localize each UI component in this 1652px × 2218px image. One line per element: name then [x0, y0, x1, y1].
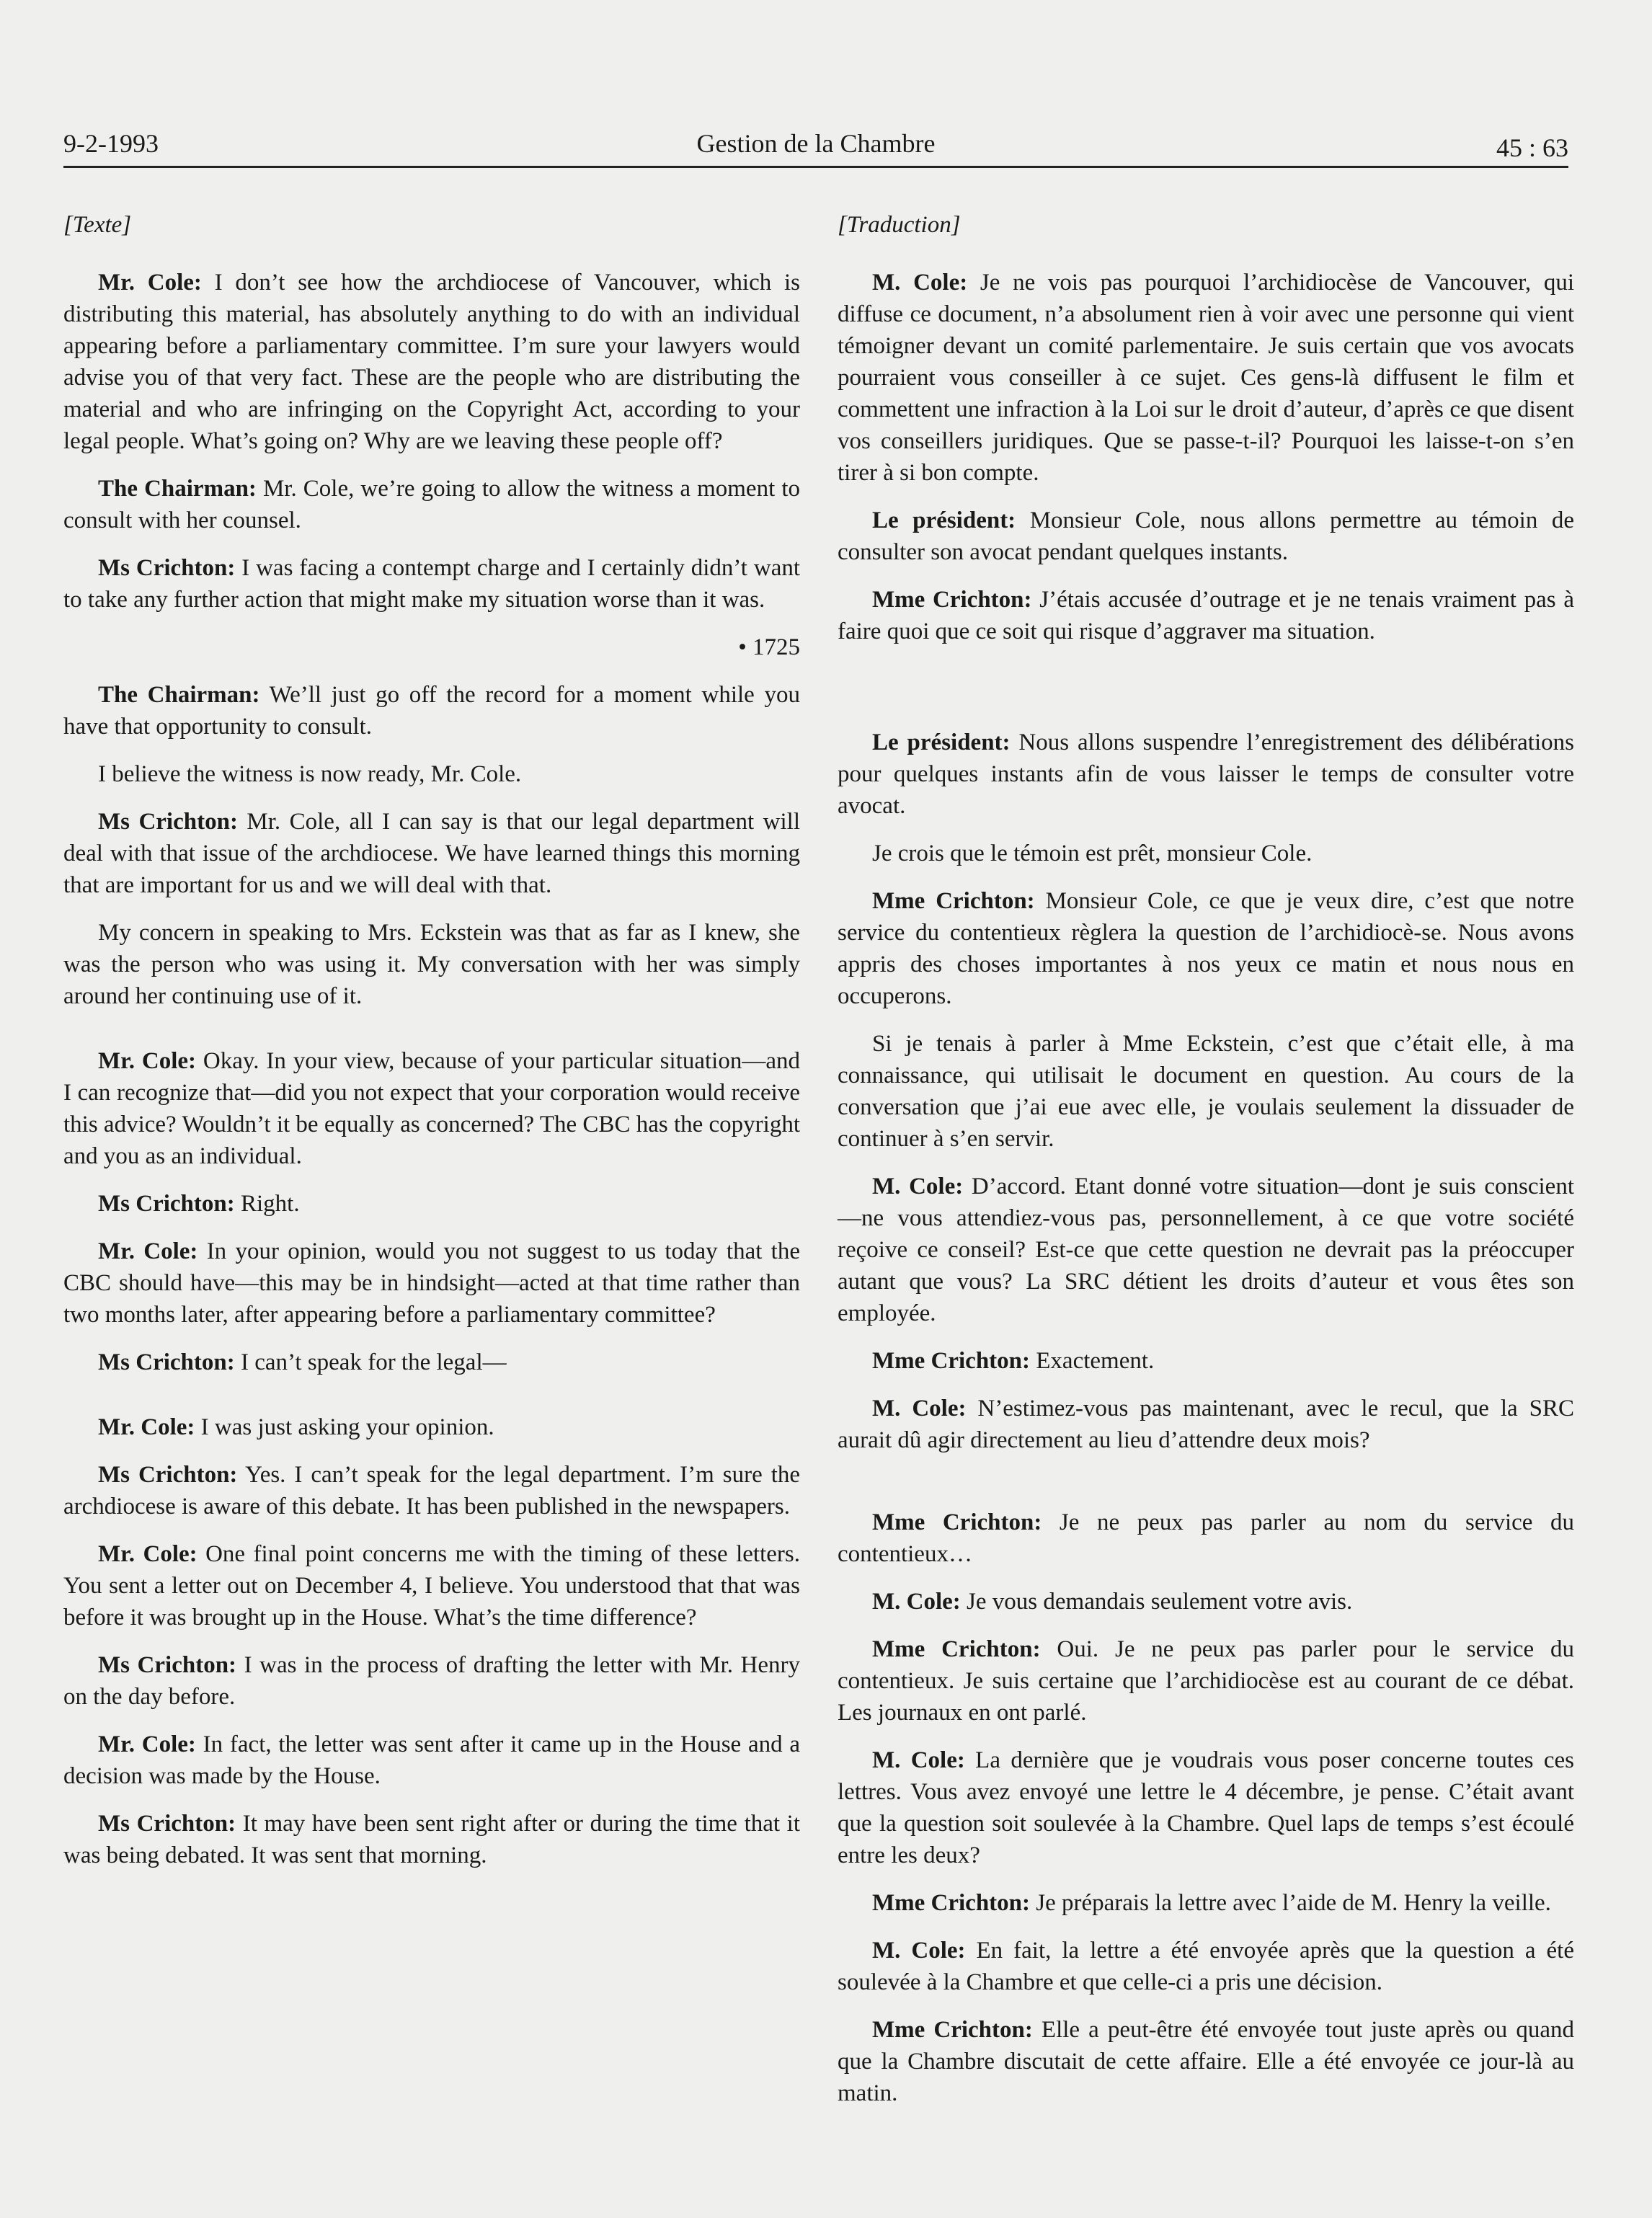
- header-page-number: 45 : 63: [1496, 133, 1568, 162]
- french-column: [838, 209, 1574, 2125]
- paragraph: [63, 1808, 800, 1871]
- paragraph: [63, 1649, 800, 1713]
- speech-text: En fait, la lettre a été envoyée après que la question a été soulevée à la Chambre et que celle-ci a pris une décision.: [838, 1938, 1574, 1995]
- speaker: Ms Crichton:: [98, 555, 236, 581]
- speaker: The Chairman:: [98, 476, 257, 502]
- speech-text: N’estimez-vous pas maintenant, avec le recul, que la SRC aurait dû agir directement au lieu d’attendre deux mois?: [838, 1396, 1574, 1453]
- speech-text: Okay. In your view, because of your particular situation—and I can recognize that—did you not expect that your corporation would receive this advice? Wouldn’t it be equally as concerned? The CBC has the copyright and you as an individual.: [63, 1048, 800, 1169]
- speaker: Le président:: [872, 729, 1011, 755]
- speaker: Mr. Cole:: [98, 1048, 197, 1074]
- paragraph: [838, 1633, 1574, 1729]
- speaker: M. Cole:: [872, 1396, 967, 1421]
- speech-text: I don’t see how the archdiocese of Vancouver, which is distributing this material, has absolutely anything to do with an individual appearing before a parliamentary committee. I’m sure your lawyers would advise you of that very fact. These are the people who are distributing the material and who are infringing on the Copyright Act, according to your legal people. What’s going on? Why are we leaving these people off?: [63, 270, 801, 454]
- paragraph: [63, 1411, 800, 1443]
- speech-text: In fact, the letter was sent after it came up in the House and a decision was made by the House.: [63, 1731, 800, 1789]
- speaker: Mme Crichton:: [872, 1348, 1031, 1374]
- speech-text: Exactement.: [1030, 1348, 1155, 1374]
- paragraph: [838, 1393, 1574, 1456]
- paragraph: [63, 1459, 800, 1522]
- paragraph: [838, 727, 1574, 822]
- speaker: Ms Crichton:: [98, 809, 238, 835]
- speech-text: Je ne vois pas pourquoi l’archidiocèse de Vancouver, qui diffuse ce document, n’a absolument rien à voir avec une personne qui vient témoigner devant un comité parlementaire. Je suis certain que vos avocats pourraient vous conseiller à ce sujet. Ces gens-là diffusent le film et commettent une infraction à la Loi sur le droit d’auteur, d’après ce que disent vos conseillers juridiques. Que se passe-t-il? Pourquoi les laisse-t-on s’en tirer à si bon compte.: [838, 270, 1574, 486]
- speaker: M. Cole:: [872, 1938, 966, 1964]
- speaker: Ms Crichton:: [98, 1191, 235, 1217]
- speech-text: Je vous demandais seulement votre avis.: [960, 1589, 1353, 1615]
- speech-text: Yes. I can’t speak for the legal department. I’m sure the archdiocese is aware of this debate. It has been published in the newspapers.: [63, 1462, 801, 1520]
- speech-text: It may have been sent right after or during the time that it was being debated. It was sent that morning.: [63, 1811, 801, 1868]
- speaker: Mme Crichton:: [872, 1890, 1031, 1916]
- paragraph: [63, 806, 800, 901]
- header-title: Gestion de la Chambre: [696, 129, 936, 158]
- speech-text: Nous allons suspendre l’enregistrement des délibérations pour quelques instants afin de vous laisser le temps de consulter votre avocat.: [838, 729, 1574, 819]
- speech-text: I can’t speak for the legal—: [234, 1349, 507, 1375]
- speech-text: Monsieur Cole, nous allons permettre au témoin de consulter son avocat pendant quelques instants.: [838, 507, 1575, 565]
- paragraph: [838, 1744, 1574, 1871]
- speaker: Ms Crichton:: [98, 1652, 237, 1678]
- speech-text: Mr. Cole, we’re going to allow the witness a moment to consult with her counsel.: [63, 476, 800, 533]
- paragraph: [838, 1887, 1574, 1919]
- paragraph: [63, 1729, 800, 1792]
- speech-text: J’étais accusée d’outrage et je ne tenais vraiment pas à faire quoi que ce soit qui risque d’aggraver ma situation.: [838, 587, 1574, 644]
- speaker: M. Cole:: [872, 1589, 961, 1615]
- header-date: 9-2-1993: [63, 129, 159, 158]
- speaker: M. Cole:: [872, 1747, 965, 1773]
- speaker: Mr. Cole:: [98, 1414, 195, 1440]
- paragraph: [63, 1188, 800, 1220]
- paragraph: [63, 1045, 800, 1172]
- speech-text: Elle a peut-être été envoyée tout juste après ou quand que la Chambre discutait de cette affaire. Elle a été envoyée ce jour-là au matin.: [838, 2017, 1574, 2106]
- english-column: [63, 209, 800, 1887]
- speech-text: D’accord. Etant donné votre situation—dont je suis conscient—ne vous attendiez-vous pas, personnellement, à ce que votre société reçoive ce conseil? Est-ce que cette question ne devrait pas la préoccuper autant que vous? La SRC détient les droits d’auteur et vous êtes son employée.: [838, 1174, 1574, 1326]
- speaker: Mme Crichton:: [872, 1636, 1041, 1662]
- paragraph: Si je tenais à parler à Mme Eckstein, c’est que c’était elle, à ma connaissance, qui utilisait le document en question. Au cours de la conversation que j’ai eue avec elle, je voulais seulement la dissuader de continuer à s’en servir.: [838, 1031, 1574, 1152]
- speech-text: We’ll just go off the record for a moment while you have that opportunity to consult.: [63, 682, 801, 740]
- paragraph: Je crois que le témoin est prêt, monsieur Cole.: [872, 840, 1313, 866]
- section-label: [Traduction]: [838, 212, 961, 238]
- speaker: Mr. Cole:: [98, 270, 202, 296]
- speaker: M. Cole:: [872, 1174, 964, 1199]
- paragraph: [838, 267, 1574, 489]
- speaker: Mme Crichton:: [872, 888, 1035, 914]
- paragraph: [63, 552, 800, 616]
- paragraph: [838, 1586, 1574, 1618]
- speaker: Mr. Cole:: [98, 1731, 196, 1757]
- paragraph: [838, 1507, 1574, 1570]
- section-label: [Texte]: [63, 212, 132, 238]
- speech-text: Right.: [234, 1191, 300, 1217]
- paragraph: [838, 584, 1574, 647]
- paragraph: I believe the witness is now ready, Mr. Cole.: [98, 761, 522, 787]
- speech-text: I was just asking your opinion.: [195, 1414, 494, 1440]
- speaker: Ms Crichton:: [98, 1349, 235, 1375]
- speaker: Ms Crichton:: [98, 1462, 238, 1488]
- speech-text: Oui. Je ne peux pas parler pour le service du contentieux. Je suis certaine que l’archidiocèse est au courant de ce débat. Les journaux en ont parlé.: [838, 1636, 1574, 1726]
- speaker: Mme Crichton:: [872, 1509, 1042, 1535]
- paragraph: [838, 1935, 1574, 1998]
- paragraph: [838, 1345, 1574, 1377]
- speech-text: La dernière que je voudrais vous poser concerne toutes ces lettres. Vous avez envoyé une lettre le 4 décembre, je pense. C’était avant que la question soit soulevée à la Chambre. Quel laps de temps s’est écoulé entre les deux?: [838, 1747, 1574, 1868]
- speech-text: Je préparais la lettre avec l’aide de M. Henry la veille.: [1030, 1890, 1551, 1916]
- speech-text: Monsieur Cole, ce que je veux dire, c’est que notre service du contentieux règlera la question de l’archidiocè-se. Nous avons appris des choses importantes à nos yeux ce matin et nous nous en occuperons.: [838, 888, 1574, 1009]
- paragraph: [838, 1171, 1574, 1329]
- speaker: Le président:: [872, 507, 1016, 533]
- speaker: The Chairman:: [98, 682, 260, 708]
- speech-text: Je ne peux pas parler au nom du service du contentieux…: [838, 1509, 1574, 1567]
- speech-text: One final point concerns me with the timing of these letters. You sent a letter out on December 4, I believe. You understood that that was before it was brought up in the House. What’s the time difference?: [63, 1541, 800, 1631]
- paragraph: [838, 505, 1574, 568]
- speech-text: In your opinion, would you not suggest to us today that the CBC should have—this may be in hindsight—acted at that time rather than two months later, after appearing before a parliamentary committee?: [63, 1238, 800, 1328]
- speaker: M. Cole:: [872, 270, 968, 296]
- paragraph: [63, 267, 800, 457]
- speaker: Ms Crichton:: [98, 1811, 236, 1837]
- speech-text: I was facing a contempt charge and I certainly didn’t want to take any further action that might make my situation worse than it was.: [63, 555, 801, 613]
- paragraph: My concern in speaking to Mrs. Eckstein was that as far as I knew, she was the person who was using it. My conversation with her was simply around her continuing use of it.: [63, 920, 800, 1009]
- speaker: Mr. Cole:: [98, 1238, 198, 1264]
- speech-text: Mr. Cole, all I can say is that our legal department will deal with that issue of the archdiocese. We have learned things this morning that are important for us and we will deal with that.: [63, 809, 800, 898]
- speaker: Mme Crichton:: [872, 2017, 1033, 2043]
- paragraph: [63, 679, 800, 742]
- paragraph: [838, 2014, 1574, 2109]
- paragraph: [63, 1236, 800, 1331]
- paragraph: [63, 473, 800, 536]
- page-header: [63, 123, 1568, 168]
- speaker: Mme Crichton:: [872, 587, 1032, 613]
- speaker: Mr. Cole:: [98, 1541, 197, 1567]
- paragraph: [63, 1538, 800, 1633]
- paragraph: [63, 1347, 800, 1378]
- paragraph: [838, 885, 1574, 1012]
- time-marker: • 1725: [738, 634, 800, 660]
- speech-text: I was in the process of drafting the letter with Mr. Henry on the day before.: [63, 1652, 800, 1710]
